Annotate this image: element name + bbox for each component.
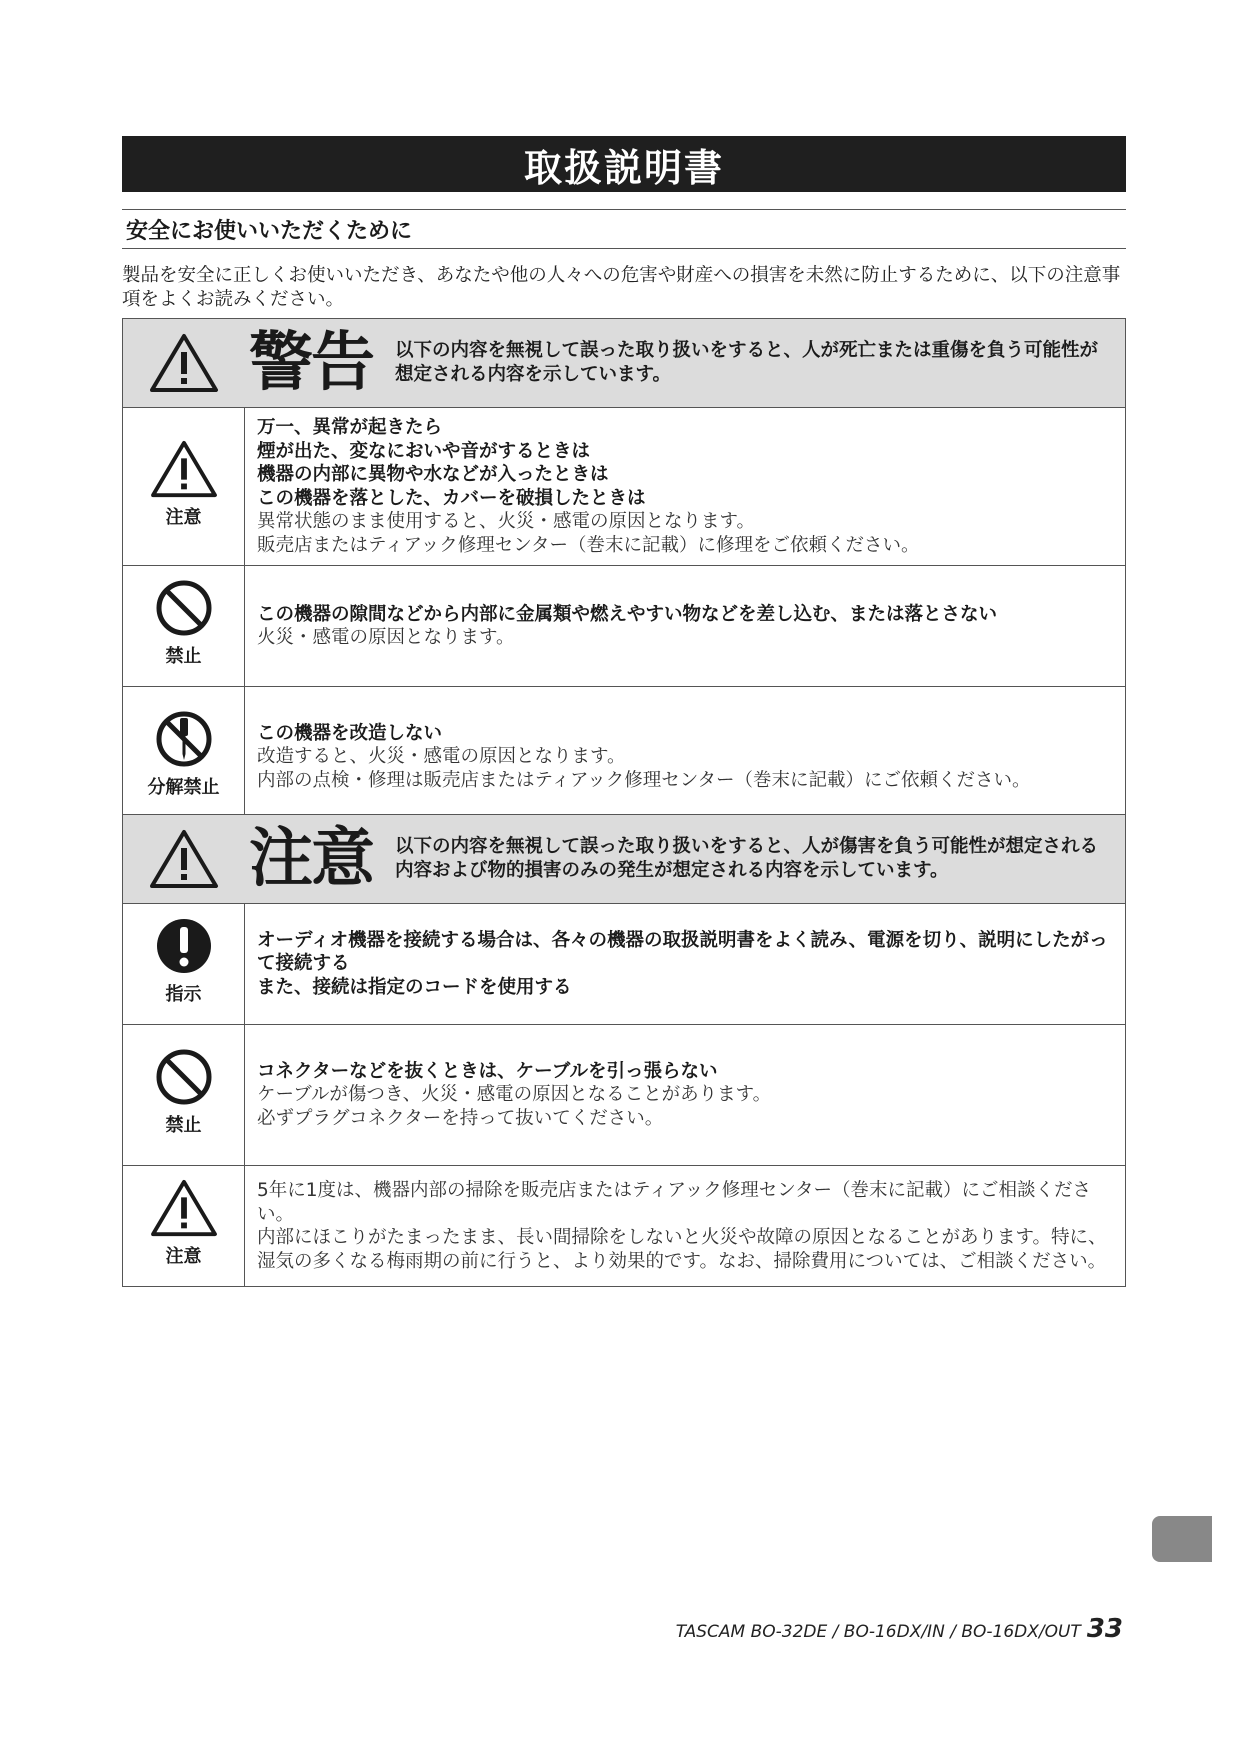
row-text <box>245 1025 1125 1165</box>
warning-table <box>122 318 1126 828</box>
row-text <box>245 687 1125 827</box>
symbol-label: 注意 <box>165 506 202 528</box>
caution-table <box>122 814 1126 1287</box>
symbol-label: 禁止 <box>165 1115 202 1136</box>
footer-model: TASCAM BO-32DE / BO-16DX/IN / BO-16DX/OUT <box>675 1622 1081 1642</box>
caution-row <box>123 1025 1125 1166</box>
normal-line: ケーブルが傷つき、火災・感電の原因となることがあります。 <box>257 1084 772 1106</box>
warning-row <box>123 566 1125 687</box>
normal-line: 異常状態のまま使用すると、火災・感電の原因となります。 <box>257 511 756 532</box>
intro-paragraph: 製品を安全に正しくお使いいただき、あなたや他の人々への危害や財産への損害を未然に防止するために、以下の注意事項をよくお読みください。 <box>122 265 1121 310</box>
normal-line: 販売店またはティアック修理センター（巻末に記載）に修理をご依頼ください。 <box>257 534 920 556</box>
normal-line: 必ずプラグコネクターを持って抜いてください。 <box>257 1107 664 1129</box>
normal-line: 内部にほこりがたまったまま、長い間掃除をしないと火災や故障の原因となることがあります。特に、湿気の多くなる梅雨期の前に行うと、より効果的です。なお、掃除費用については、ご相談ください。 <box>257 1227 1107 1272</box>
bold-line: 機器の内部に異物や水などが入ったときは <box>257 464 609 485</box>
page-footer <box>676 1614 1123 1644</box>
row-text <box>245 1166 1125 1286</box>
prohibited-icon <box>123 566 245 686</box>
no-disassembly-icon <box>123 687 245 827</box>
bold-line: 万一、異常が起きたら <box>257 417 443 438</box>
caution-triangle-icon <box>123 1166 245 1286</box>
symbol-label: 注意 <box>165 1246 202 1267</box>
caution-description: 以下の内容を無視して誤った取り扱いをすると、人が傷害を負う可能性が想定される内容および物的損害のみの発生が想定される内容を示しています。 <box>395 836 1099 881</box>
normal-line: 5年に1度は、機器内部の掃除を販売店またはティアック修理センター（巻末に記載）にご相談ください。 <box>257 1180 1092 1225</box>
bold-line: オーディオ機器を接続する場合は、各々の機器の取扱説明書をよく読み、電源を切り、説明にしたがって接続する <box>257 929 1108 975</box>
row-text <box>245 408 1125 565</box>
normal-line: 改造すると、火災・感電の原因となります。 <box>257 746 626 768</box>
normal-line: 内部の点検・修理は販売店またはティアック修理センター（巻末に記載）にご依頼ください。 <box>257 769 1031 791</box>
warning-description: 以下の内容を無視して誤った取り扱いをすると、人が死亡または重傷を負う可能性が想定される内容を示しています。 <box>395 340 1099 385</box>
warning-word: 警告 <box>249 326 373 400</box>
bold-line: 煙が出た、変なにおいや音がするときは <box>257 440 591 462</box>
bold-line: また、接続は指定のコードを使用する <box>257 976 572 998</box>
caution-row <box>123 1166 1125 1286</box>
mandatory-exclamation-icon <box>123 904 245 1024</box>
normal-line: 火災・感電の原因となります。 <box>257 627 515 648</box>
caution-triangle-icon <box>123 828 245 890</box>
bold-line: この機器を落とした、カバーを破損したときは <box>257 487 646 509</box>
section-heading: 安全にお使いいただくために <box>122 209 1126 249</box>
symbol-label: 分解禁止 <box>147 777 220 798</box>
page-edge-tab <box>1152 1516 1212 1562</box>
caution-triangle-icon <box>123 408 245 565</box>
warning-row <box>123 687 1125 827</box>
page-title: 取扱説明書 <box>122 136 1126 192</box>
warning-header <box>123 319 1125 408</box>
symbol-label: 禁止 <box>165 646 202 667</box>
page-number: 33 <box>1086 1614 1123 1644</box>
row-text <box>245 904 1125 1024</box>
symbol-label: 指示 <box>165 984 202 1005</box>
warning-row <box>123 408 1125 566</box>
bold-line: この機器の隙間などから内部に金属類や燃えやすい物などを差し込む、または落とさない <box>257 603 998 625</box>
caution-header <box>123 815 1125 904</box>
prohibited-icon <box>123 1025 245 1165</box>
caution-word: 注意 <box>249 822 373 896</box>
caution-row <box>123 904 1125 1025</box>
warning-triangle-icon <box>123 332 245 394</box>
row-text <box>245 566 1125 686</box>
bold-line: この機器を改造しない <box>257 722 443 744</box>
bold-line: コネクターなどを抜くときは、ケーブルを引っ張らない <box>257 1060 718 1082</box>
